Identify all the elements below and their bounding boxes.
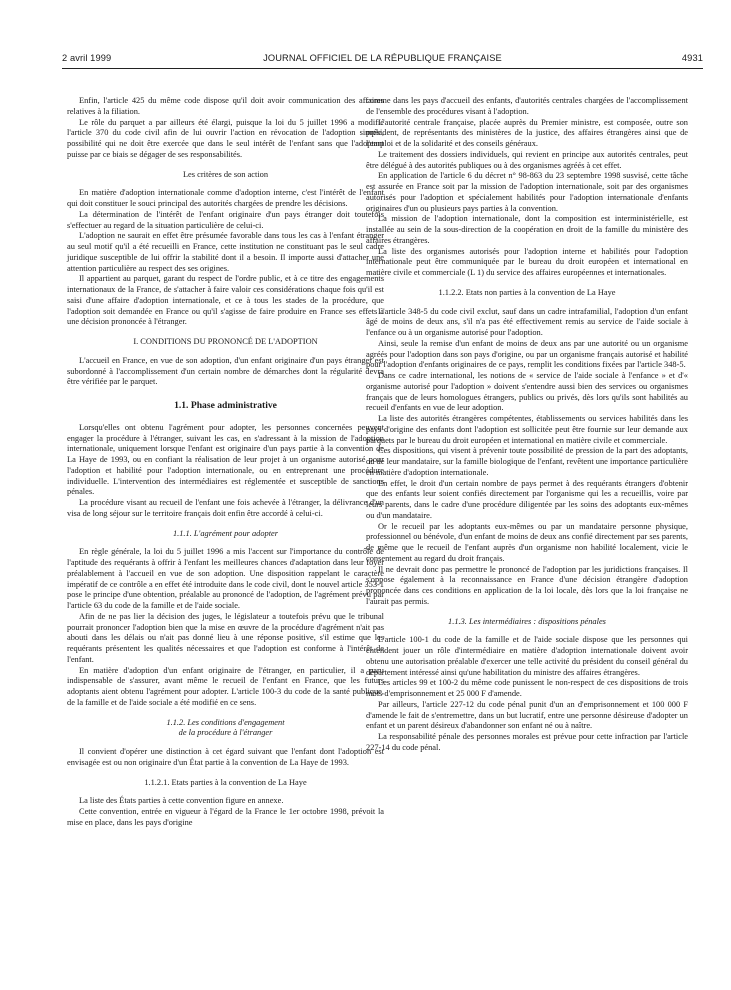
section-heading: 1.1. Phase administrative	[174, 400, 277, 411]
paragraph: Il ne devrait donc pas permettre le prononcé de l'adoption par les juridictions françaises. Il s'oppose également à la reconnaissance en France d'une décision étrangère d'adoption prononcée dans ces conditions en application de la loi locale, dès lors que la loi française ne l'aurait pas permis.	[366, 564, 688, 606]
paragraph: L'adoption ne saurait en effet être présumée favorable dans tous les cas à l'enfant étranger au seul motif qu'il a été recueilli en France, cette institution ne constituant pas le seul cadre juridique susceptible de lui offrir la stabilité dont il a besoin. Il importe aussi d'attacher une attention particulière au respect des ses origines.	[67, 231, 384, 273]
section-heading-line: 1.1.2. Les conditions d'engagement	[166, 717, 285, 727]
paragraph: Ainsi, seule la remise d'un enfant de moins de deux ans par une autorité ou un organisme agréés pour l'adoption dans son pays d'origine, ou par un organisme français autorisé et habilité pour l'adoption d'enfants originaires de ce pays, remplit les conditions fixées par l'article 348-5.	[366, 338, 688, 370]
paragraph: Le rôle du parquet a par ailleurs été élargi, puisque la loi du 5 juillet 1996 a modifié l'article 370 du code civil afin de lui ouvrir l'action en révocation de l'adoption simple, possibilité qui ne doit être exercée que dans le seul intérêt de l'enfant sans que l'adoptant puisse par ce biais se dégager de ses responsabilités.	[67, 117, 384, 159]
paragraph: L'article 348-5 du code civil exclut, sauf dans un cadre intrafamilial, l'adoption d'un enfant âgé de moins de deux ans, s'il n'a pas été effectivement remis au service de l'aide sociale à l'enfance ou à un organisme autorisé pour l'adoption.	[366, 306, 688, 337]
header-rule	[62, 68, 703, 69]
header-date: 2 avril 1999	[62, 53, 112, 63]
page-header	[62, 53, 703, 69]
paragraph: Afin de ne pas lier la décision des juges, le législateur a toutefois prévu que le tribunal pourrait prononcer l'adoption bien que la mise en œuvre de la procédure d'agrément n'ait pas abouti dans les délais ou n'ait pas donné lieu à une réponse positive, s'il estime que les requérants présentent les qualités nécessaires et que l'adoption est conforme à l'intérêt de l'enfant.	[67, 611, 384, 664]
section-heading	[67, 718, 384, 740]
left-column	[67, 96, 384, 829]
section-heading: 1.1.2.1. Etats parties à la convention de La Haye	[144, 777, 307, 787]
paragraph: Les articles 99 et 100-2 du même code punissent le non-respect de ces dispositions de trois mois d'emprisonnement et 25 000 F d'amende.	[366, 678, 688, 698]
paragraph: La liste des États parties à cette convention figure en annexe.	[79, 796, 284, 806]
paragraph: Le traitement des dossiers individuels, qui revient en principe aux autorités centrales, peut être délégué à des autorités publiques ou à des organismes agréés à cet effet.	[366, 149, 688, 170]
section-heading: 1.1.3. Les intermédiaires : dispositions pénales	[448, 616, 606, 626]
paragraph: La liste des autorités étrangères compétentes, établissements ou services habilités dans les pays d'origine des enfants dont l'adoption est sollicitée peut être fournie sur leur demande aux parquets par le bureau du droit européen et international en matière civile et commerciale.	[366, 414, 688, 445]
paragraph: En effet, le droit d'un certain nombre de pays permet à des requérants étrangers d'obtenir que des enfants leur soient confiés directement par l'organisme qui les a recueillis, voire par leurs parents, dans le cadre d'une procédure diligentée par les soins des adoptants eux-mêmes ou d'un mandataire.	[366, 478, 688, 520]
paragraph: En matière d'adoption d'un enfant originaire de l'étranger, en particulier, il a paru indispensable de s'assurer, avant même le recueil de l'enfant en France, que les futurs adoptants aient obtenu l'agrément pour adopter. L'article 100-3 du code de la santé publique, de la famille et de l'aide sociale a été modifié en ce sens.	[67, 665, 384, 707]
paragraph: L'autorité centrale française, placée auprès du Premier ministre, est composée, outre son président, de représentants des ministères de la justice, des affaires étrangères ainsi que de l'emploi et de la solidarité et des conseils généraux.	[366, 117, 688, 148]
paragraph: En matière d'adoption internationale comme d'adoption interne, c'est l'intérêt de l'enfant qui doit constituer le souci principal des autorités chargées de prendre les décisions.	[67, 188, 384, 208]
paragraph: La procédure visant au recueil de l'enfant une fois achevée à l'étranger, la délivrance d'un visa de long séjour sur le territoire français doit enfin être accordé à celui-ci.	[67, 498, 384, 518]
paragraph: La liste des organismes autorisés pour l'adoption interne et habilités pour l'adoption internationale peut être communiquée par le bureau du droit européen et international en matière civile et commerciale (L 1) du service des affaires européennes et internationales.	[366, 246, 688, 277]
paragraph: Il convient d'opérer une distinction à cet égard suivant que l'enfant dont l'adoption est envisagée est ou non originaire d'un État partie à la convention de La Haye de 1993.	[67, 747, 384, 767]
paragraph: Enfin, l'article 425 du même code dispose qu'il doit avoir communication des affaires relatives à la filiation.	[67, 96, 384, 116]
paragraph: La mission de l'adoption internationale, dont la composition est interministérielle, est installée au sein de la sous-direction de la coopération en droit de la famille du ministère des affaires étrangères.	[366, 214, 688, 245]
paragraph: Ces dispositions, qui visent à prévenir toute possibilité de pression de la part des adoptants, ou de leur mandataire, sur la famille biologique de l'enfant, revêtent une importance particulière en matière d'adoption internationale.	[366, 446, 688, 477]
paragraph: Il appartient au parquet, garant du respect de l'ordre public, et à ce titre des engagements internationaux de la France, de s'attacher à faire valoir ces considérations chaque fois qu'il est saisi d'une affaire d'adoption internationale, et ce à tous les stades de la procédure, que l'adoption soit demandée en France ou qu'il s'agisse de faire produire en France ses effets à une décision prononcée à l'étranger.	[67, 274, 384, 327]
section-heading: Les critères de son action	[182, 169, 269, 179]
paragraph: En application de l'article 6 du décret n° 98-863 du 23 septembre 1998 susvisé, cette tâche est assurée en France soit par la mission de l'adoption internationale, soit par des organismes autorisés pour l'adoption et spécialement habilités pour l'adoption internationale d'enfants originaires d'un ou plusieurs pays parties à la convention.	[366, 171, 688, 213]
section-heading: 1.1.1. L'agrément pour adopter	[172, 528, 279, 538]
section-heading-line: de la procédure à l'étranger	[178, 728, 273, 738]
paragraph: Or le recueil par les adoptants eux-mêmes ou par un mandataire personne physique, professionnel ou bénévole, d'un enfant de moins de deux ans confié directement par ses parents, de même que le recueil de l'enfant auprès d'un organisme non habilité localement, vicie le consentement au regard du droit français.	[366, 521, 688, 563]
paragraph: comme dans les pays d'accueil des enfants, d'autorités centrales chargées de l'accomplissement de l'ensemble des procédures visant à l'adoption.	[366, 96, 688, 116]
section-heading: I. CONDITIONS DU PRONONCÉ DE L'ADOPTION	[133, 337, 318, 346]
paragraph: Cette convention, entrée en vigueur à l'égard de la France le 1er octobre 1998, prévoit la mise en place, dans les pays d'origine	[67, 807, 384, 827]
paragraph: Par ailleurs, l'article 227-12 du code pénal punit d'un an d'emprisonnement et 100 000 F d'amende le fait de s'entremettre, dans un but lucratif, entre une personne désireuse d'adopter un enfant et un parent désireux d'abandonner son enfant né ou à naître.	[366, 699, 688, 731]
journal-title: JOURNAL OFFICIEL DE LA RÉPUBLIQUE FRANÇAISE	[263, 53, 502, 63]
paragraph: En règle générale, la loi du 5 juillet 1996 a mis l'accent sur l'importance du contrôle de l'aptitude des requérants à offrir à l'enfant les meilleures chances d'adaptation dans leur foyer préalablement à l'accueil en vue de son adoption. Une disposition rappelant le caractère impératif de ce contrôle a en effet été introduite dans le code civil, dont le nouvel article 353-1 pose le principe d'une obtention, préalable au prononcé de l'adoption, de l'agrément prévu par l'article 63 du code de la famille et de l'aide sociale.	[67, 547, 384, 610]
paragraph: Dans ce cadre international, les notions de « service de l'aide sociale à l'enfance » et d'« organisme autorisé pour l'adoption » doivent s'entendre aussi bien des services ou organismes français que de leurs homologues étrangers, publics ou privés, dès lors qu'ils sont habilités au recueil d'enfants en vue de leur adoption.	[366, 371, 688, 413]
page-number: 4931	[681, 53, 703, 63]
section-heading: 1.1.2.2. Etats non parties à la convention de La Haye	[438, 287, 616, 297]
paragraph: La responsabilité pénale des personnes morales est prévue pour cette infraction par l'article 227-14 du code pénal.	[366, 732, 688, 752]
right-column	[366, 96, 688, 754]
paragraph: L'accueil en France, en vue de son adoption, d'un enfant originaire d'un pays étranger est subordonné à l'accomplissement d'un certain nombre de démarches dont la régularité devra être vérifiée par le parquet.	[67, 355, 384, 387]
paragraph: La détermination de l'intérêt de l'enfant originaire d'un pays étranger doit toutefois s'effectuer au regard de la situation particulière de celui-ci.	[67, 209, 384, 230]
paragraph: L'article 100-1 du code de la famille et de l'aide sociale dispose que les personnes qui entendent jouer un rôle d'intermédiaire en matière d'adoption internationale doivent avoir obtenu une autorisation préalable d'exercer une telle activité du président du conseil général du département intéressé ainsi qu'une habilitation du ministre des affaires étrangères.	[366, 635, 688, 677]
paragraph: Lorsqu'elles ont obtenu l'agrément pour adopter, les personnes concernées peuvent engager la procédure à l'étranger, suivant les cas, en s'adressant à la mission de l'adoption internationale, uniquement lorsque l'enfant est originaire d'un pays partie à la convention de La Haye de 1993, ou en confiant la réalisation de leur projet à un organisme autorisé pour l'adoption et habilité pour l'adoption internationale, ou en entreprenant une procédure individuelle. L'intervention des intermédiaires est réglementée et susceptible de sanctions pénales.	[67, 422, 384, 497]
